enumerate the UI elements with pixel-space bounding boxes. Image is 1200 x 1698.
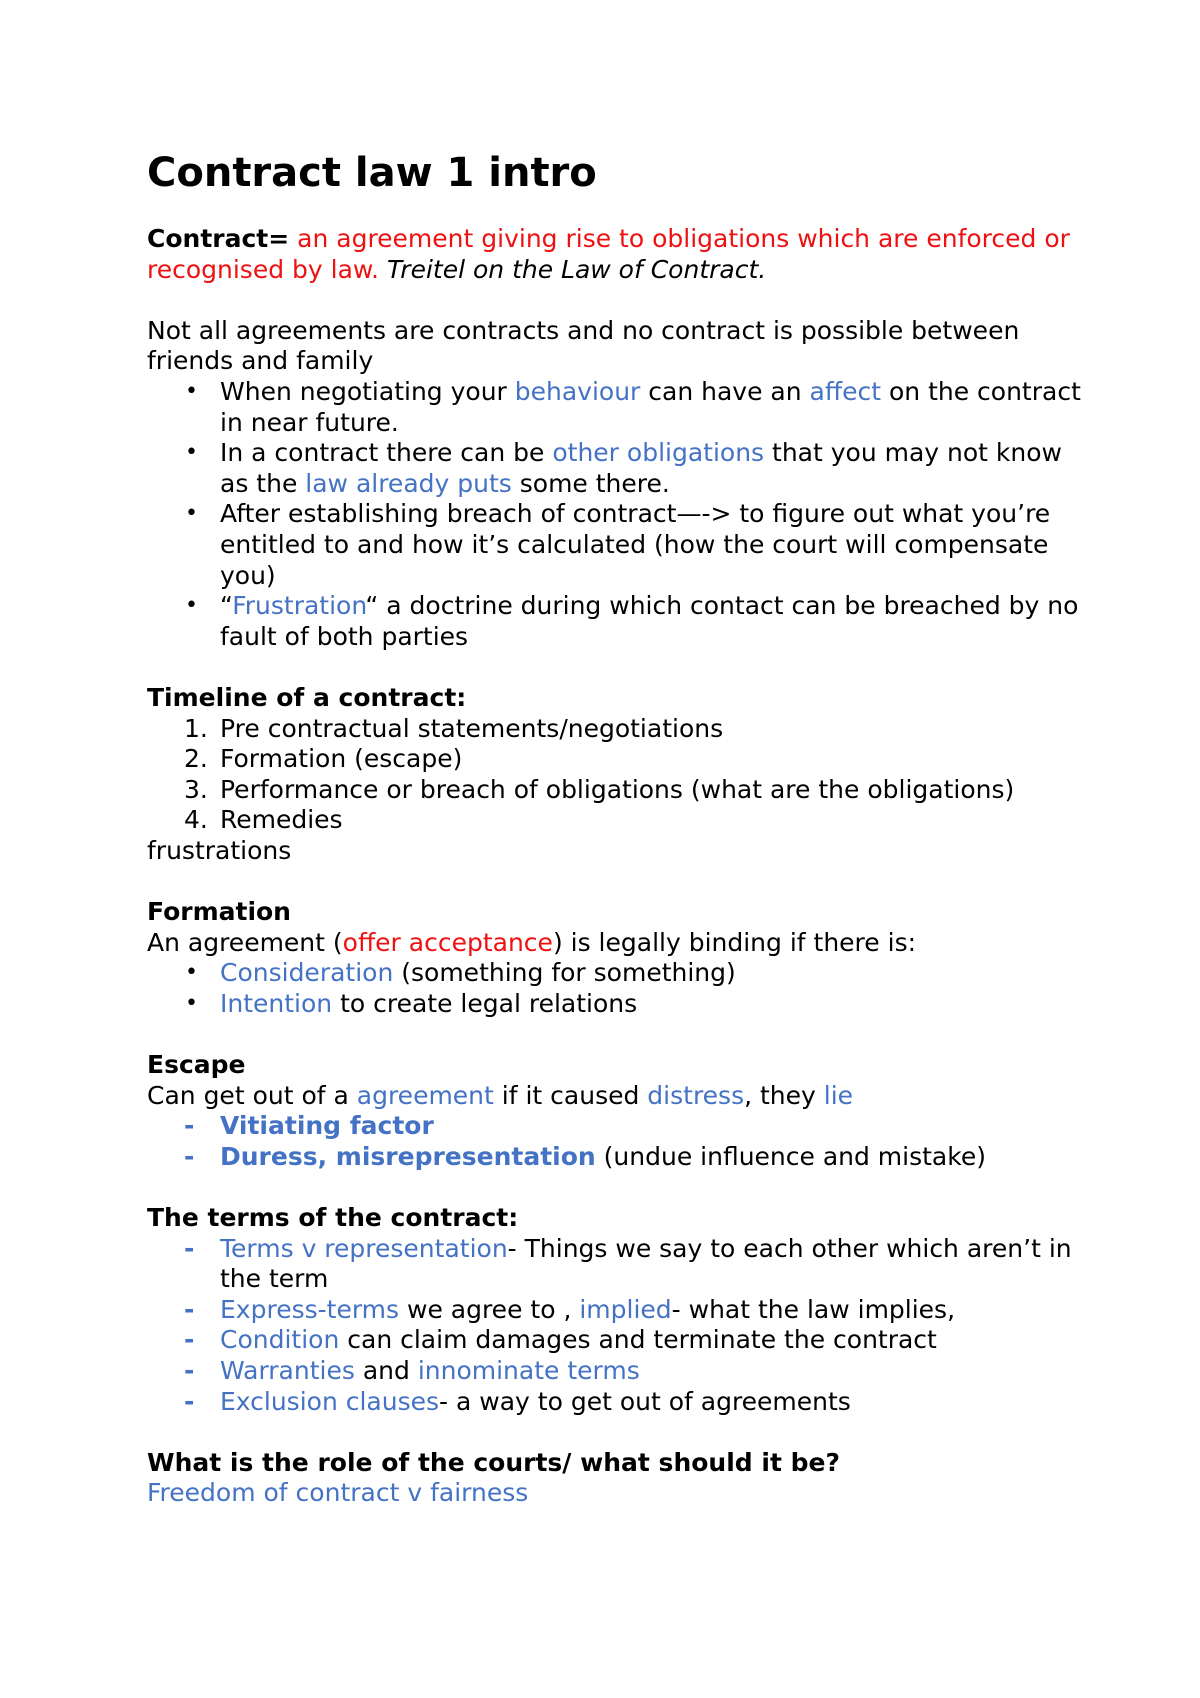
document-content: [147, 148, 1097, 1509]
list-item: 4. Remedies: [184, 805, 343, 835]
number-marker: 3.: [184, 774, 208, 804]
timeline-after-text: frustrations: [147, 835, 292, 865]
formation-heading: Formation: [147, 897, 291, 927]
list-item: - Vitiating factor: [184, 1111, 434, 1141]
dash-marker: -: [184, 1355, 195, 1385]
terms-dash-list: [147, 1234, 1097, 1418]
dash-marker: -: [184, 1294, 195, 1324]
formation-paragraph: An agreement (offer acceptance) is legally binding if there is:: [147, 927, 917, 957]
escape-paragraph: Can get out of a agreement if it caused distress, they lie: [147, 1080, 854, 1110]
bullet-marker: •: [185, 593, 198, 619]
timeline-list: [147, 714, 1097, 836]
dash-marker: -: [184, 1141, 195, 1171]
bullet-marker: •: [185, 990, 198, 1016]
bullet-marker: •: [185, 501, 198, 527]
bullet-marker: •: [185, 440, 198, 466]
list-item: • “Frustration“ a doctrine during which contact can be breached by no fault of both parties: [185, 591, 1079, 651]
list-item: 3. Performance or breach of obligations (what are the obligations): [184, 774, 1015, 804]
dash-marker: -: [184, 1386, 195, 1416]
terms-heading: The terms of the contract:: [147, 1203, 519, 1232]
courts-line: Freedom of contract v fairness: [147, 1478, 529, 1508]
definition-label: Contract=: [147, 224, 290, 253]
timeline-heading: Timeline of a contract:: [147, 682, 467, 712]
number-marker: 1.: [184, 713, 208, 743]
page-title: Contract law 1 intro: [147, 150, 597, 196]
escape-heading: Escape: [147, 1050, 246, 1080]
list-item: • When negotiating your behaviour can have an affect on the contract in near future.: [185, 376, 1081, 437]
dash-marker: -: [184, 1325, 195, 1355]
definition-source: Treitel on the Law of Contract.: [386, 254, 767, 284]
definition-paragraph: [147, 224, 1097, 285]
bullet-marker: •: [185, 378, 198, 404]
number-marker: 4.: [184, 805, 208, 835]
list-item: • In a contract there can be other obligations that you may not know as the law already puts some there.: [185, 438, 1062, 498]
definition-text: an agreement giving rise to obligations which are enforced or recognised by law.: [147, 224, 1070, 284]
list-item: • Consideration (something for something): [185, 958, 736, 988]
escape-dash-list: [147, 1111, 1097, 1172]
list-item: • After establishing breach of contract—-> to figure out what you’re entitled to and how it’s calculated (how the court will compensate you): [185, 499, 1051, 590]
list-item: - Condition can claim damages and terminate the contract: [184, 1325, 937, 1355]
list-item: - Warranties and innominate terms: [184, 1355, 640, 1385]
bullet-marker: •: [185, 960, 198, 986]
dash-marker: -: [184, 1111, 195, 1141]
list-item: 2. Formation (escape): [184, 744, 463, 774]
list-item: - Duress, misrepresentation (undue influence and mistake): [184, 1141, 986, 1171]
list-item: 1. Pre contractual statements/negotiations: [184, 713, 724, 743]
intro-bullet-list: [147, 377, 1097, 652]
list-item: - Express-terms we agree to , implied- what the law implies,: [184, 1294, 956, 1324]
dash-marker: -: [184, 1233, 195, 1263]
list-item: - Exclusion clauses- a way to get out of agreements: [184, 1386, 851, 1416]
courts-heading: What is the role of the courts/ what should it be?: [147, 1447, 840, 1477]
intro-paragraph: Not all agreements are contracts and no contract is possible between friends and family: [147, 315, 1020, 376]
formation-bullet-list: [147, 958, 1097, 1019]
number-marker: 2.: [184, 744, 208, 774]
list-item: • Intention to create legal relations: [185, 988, 638, 1018]
list-item: - Terms v representation- Things we say to each other which aren’t in the term: [184, 1233, 1072, 1294]
